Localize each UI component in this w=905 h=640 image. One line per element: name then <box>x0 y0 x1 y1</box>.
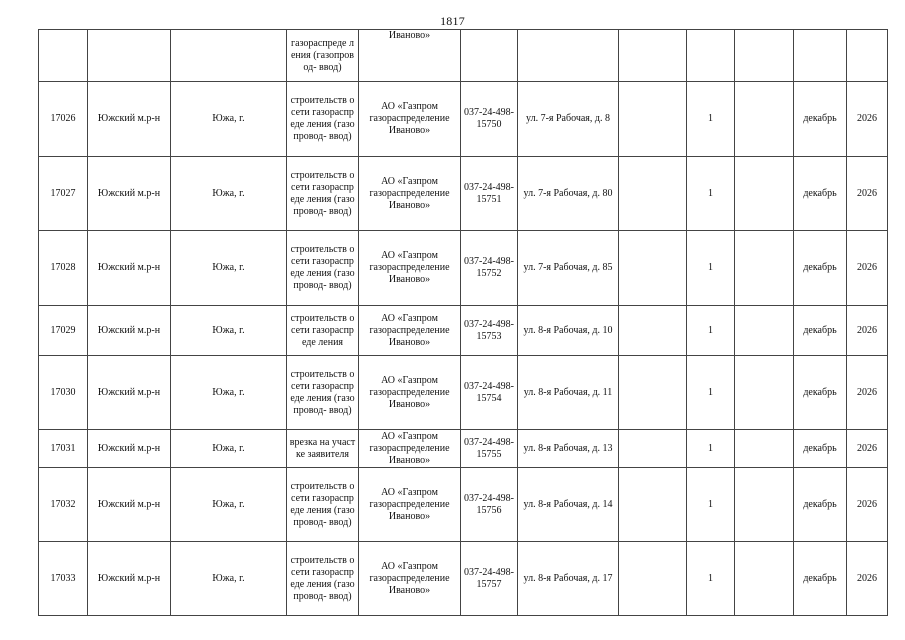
cell-month: декабрь <box>794 356 847 430</box>
cell-work: строительств о сети газораспреде ления (газопровод- ввод) <box>287 82 359 157</box>
cell-city: Южа, г. <box>171 157 287 231</box>
cell-id <box>39 30 88 82</box>
cell-code: 037-24-498-15752 <box>461 231 518 306</box>
cell-city <box>171 30 287 82</box>
cell-empty-b <box>735 82 794 157</box>
cell-empty-b <box>735 306 794 356</box>
cell-qty: 1 <box>687 157 735 231</box>
cell-org: Иваново» <box>359 30 461 82</box>
cell-district: Южский м.р-н <box>88 542 171 616</box>
cell-id: 17029 <box>39 306 88 356</box>
cell-month: декабрь <box>794 82 847 157</box>
cell-empty-a <box>619 542 687 616</box>
cell-org: АО «Газпром газораспределение Иваново» <box>359 306 461 356</box>
cell-city: Южа, г. <box>171 356 287 430</box>
cell-district: Южский м.р-н <box>88 82 171 157</box>
cell-year: 2026 <box>847 231 888 306</box>
cell-empty-b <box>735 468 794 542</box>
cell-address: ул. 8-я Рабочая, д. 10 <box>518 306 619 356</box>
cell-code: 037-24-498-15751 <box>461 157 518 231</box>
cell-district: Южский м.р-н <box>88 306 171 356</box>
cell-org: АО «Газпром газораспределение Иваново» <box>359 82 461 157</box>
cell-district: Южский м.р-н <box>88 430 171 468</box>
cell-city: Южа, г. <box>171 82 287 157</box>
cell-year: 2026 <box>847 468 888 542</box>
cell-qty: 1 <box>687 468 735 542</box>
cell-org: АО «Газпром газораспределение Иваново» <box>359 231 461 306</box>
cell-city: Южа, г. <box>171 430 287 468</box>
cell-district: Южский м.р-н <box>88 468 171 542</box>
cell-id: 17033 <box>39 542 88 616</box>
table-row <box>39 356 888 430</box>
cell-year: 2026 <box>847 542 888 616</box>
cell-code: 037-24-498-15750 <box>461 82 518 157</box>
cell-city: Южа, г. <box>171 231 287 306</box>
cell-org: АО «Газпром газораспределение Иваново» <box>359 157 461 231</box>
cell-empty-b <box>735 430 794 468</box>
cell-qty: 1 <box>687 430 735 468</box>
cell-district: Южский м.р-н <box>88 157 171 231</box>
cell-empty-a <box>619 30 687 82</box>
cell-year <box>847 30 888 82</box>
cell-id: 17027 <box>39 157 88 231</box>
cell-empty-a <box>619 306 687 356</box>
cell-empty-a <box>619 157 687 231</box>
cell-month: декабрь <box>794 468 847 542</box>
cell-empty-b <box>735 542 794 616</box>
cell-year: 2026 <box>847 82 888 157</box>
cell-empty-a <box>619 430 687 468</box>
cell-work: врезка на участке заявителя <box>287 430 359 468</box>
cell-empty-b <box>735 231 794 306</box>
cell-month: декабрь <box>794 430 847 468</box>
cell-city: Южа, г. <box>171 306 287 356</box>
cell-year: 2026 <box>847 356 888 430</box>
cell-empty-a <box>619 468 687 542</box>
table-row <box>39 82 888 157</box>
cell-address: ул. 8-я Рабочая, д. 11 <box>518 356 619 430</box>
cell-empty-b <box>735 157 794 231</box>
cell-org: АО «Газпром газораспределение Иваново» <box>359 430 461 468</box>
cell-id: 17028 <box>39 231 88 306</box>
cell-code: 037-24-498-15755 <box>461 430 518 468</box>
cell-org: АО «Газпром газораспределение Иваново» <box>359 542 461 616</box>
page-number: 1817 <box>440 14 465 28</box>
cell-year: 2026 <box>847 157 888 231</box>
cell-qty: 1 <box>687 542 735 616</box>
table-row <box>39 306 888 356</box>
table-row <box>39 468 888 542</box>
cell-address: ул. 7-я Рабочая, д. 8 <box>518 82 619 157</box>
cell-code: 037-24-498-15753 <box>461 306 518 356</box>
cell-year: 2026 <box>847 306 888 356</box>
cell-city: Южа, г. <box>171 468 287 542</box>
cell-code: 037-24-498-15754 <box>461 356 518 430</box>
cell-empty-a <box>619 356 687 430</box>
cell-address: ул. 8-я Рабочая, д. 17 <box>518 542 619 616</box>
cell-org: АО «Газпром газораспределение Иваново» <box>359 356 461 430</box>
cell-id: 17030 <box>39 356 88 430</box>
cell-empty-a <box>619 231 687 306</box>
cell-empty-b <box>735 30 794 82</box>
cell-qty: 1 <box>687 82 735 157</box>
cell-qty: 1 <box>687 231 735 306</box>
cell-month: декабрь <box>794 306 847 356</box>
table-row-partial <box>39 30 888 82</box>
cell-address: ул. 7-я Рабочая, д. 80 <box>518 157 619 231</box>
register-table-body <box>39 30 888 616</box>
cell-id: 17032 <box>39 468 88 542</box>
cell-work: газораспреде ления (газопровод- ввод) <box>287 30 359 82</box>
cell-work: строительств о сети газораспреде ления (газопровод- ввод) <box>287 157 359 231</box>
cell-qty <box>687 30 735 82</box>
cell-id: 17031 <box>39 430 88 468</box>
cell-month: декабрь <box>794 231 847 306</box>
cell-address: ул. 7-я Рабочая, д. 85 <box>518 231 619 306</box>
cell-id: 17026 <box>39 82 88 157</box>
cell-month: декабрь <box>794 542 847 616</box>
table-row <box>39 157 888 231</box>
cell-district: Южский м.р-н <box>88 356 171 430</box>
cell-address <box>518 30 619 82</box>
cell-work: строительств о сети газораспреде ления (газопровод- ввод) <box>287 231 359 306</box>
cell-district <box>88 30 171 82</box>
cell-work: строительств о сети газораспреде ления (газопровод- ввод) <box>287 356 359 430</box>
cell-code: 037-24-498-15757 <box>461 542 518 616</box>
cell-month: декабрь <box>794 157 847 231</box>
cell-qty: 1 <box>687 306 735 356</box>
cell-work: строительств о сети газораспреде ления (газопровод- ввод) <box>287 468 359 542</box>
table-row <box>39 231 888 306</box>
cell-month <box>794 30 847 82</box>
cell-address: ул. 8-я Рабочая, д. 14 <box>518 468 619 542</box>
cell-city: Южа, г. <box>171 542 287 616</box>
table-row <box>39 542 888 616</box>
cell-empty-b <box>735 356 794 430</box>
cell-year: 2026 <box>847 430 888 468</box>
cell-code <box>461 30 518 82</box>
cell-org: АО «Газпром газораспределение Иваново» <box>359 468 461 542</box>
register-table <box>38 29 888 616</box>
cell-district: Южский м.р-н <box>88 231 171 306</box>
cell-empty-a <box>619 82 687 157</box>
cell-work: строительств о сети газораспреде ления (газопровод- ввод) <box>287 542 359 616</box>
cell-address: ул. 8-я Рабочая, д. 13 <box>518 430 619 468</box>
cell-code: 037-24-498-15756 <box>461 468 518 542</box>
cell-work: строительств о сети газораспреде ления <box>287 306 359 356</box>
cell-qty: 1 <box>687 356 735 430</box>
table-row <box>39 430 888 468</box>
